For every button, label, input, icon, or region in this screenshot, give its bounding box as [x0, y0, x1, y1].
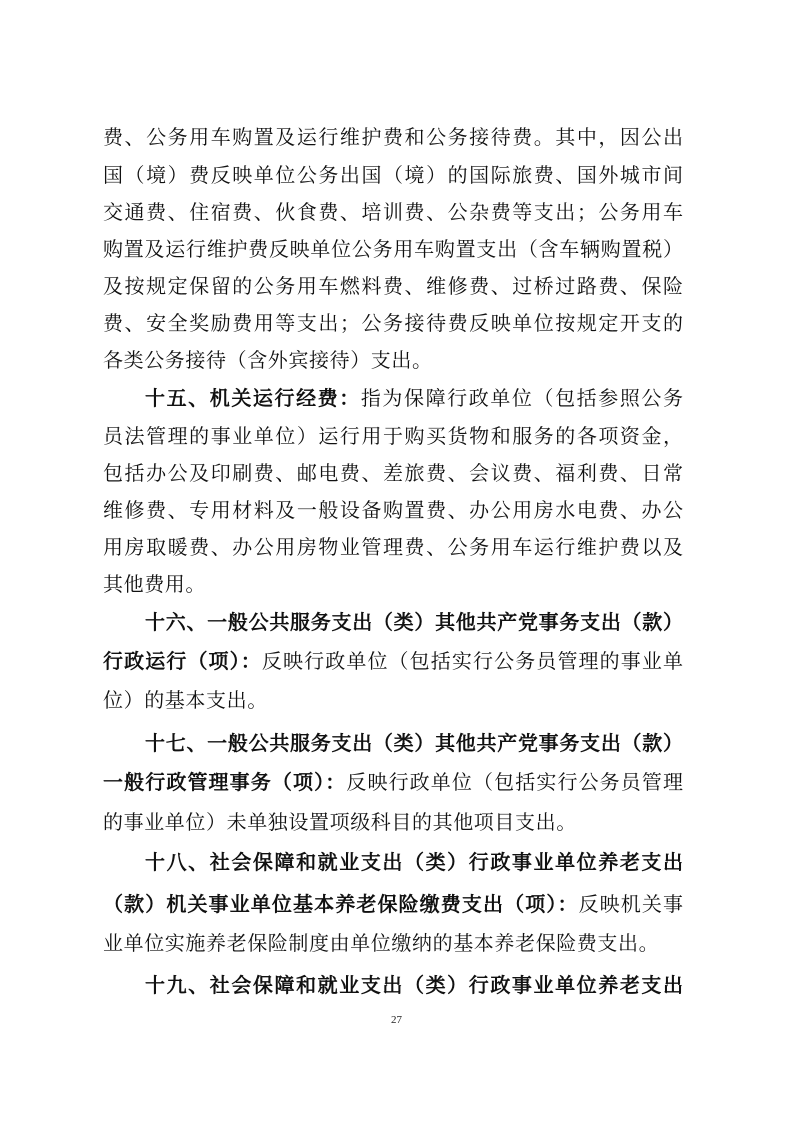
line-text: 各类公务接待（含外宾接待）支出。 — [103, 348, 433, 372]
line-text: 维修费、专用材料及一般设备购置费、办公用房水电费、办公 — [103, 498, 683, 522]
text-line — [103, 763, 683, 801]
text-line — [103, 681, 683, 719]
line-text: 包括办公及印刷费、邮电费、差旅费、会议费、福利费、日常 — [103, 461, 683, 485]
text-line — [103, 491, 683, 529]
line-text: 位）的基本支出。 — [103, 688, 268, 712]
text-line — [103, 193, 683, 231]
line-text: 国（境）费反映单位公务出国（境）的国际旅费、国外城市间 — [103, 163, 683, 187]
paragraph-start-line — [145, 724, 683, 762]
line-text: 业单位实施养老保险制度由单位缴纳的基本养老保险费支出。 — [103, 931, 660, 955]
text-line — [103, 304, 683, 342]
line-text: 购置及运行维护费反映单位公务用车购置支出（含车辆购置税） — [103, 237, 683, 261]
line-text: 指为保障行政单位（包括参照公务 — [360, 386, 683, 410]
text-line — [103, 417, 683, 455]
paragraph-start-line — [145, 966, 683, 1004]
text-line — [103, 565, 683, 603]
paragraph-start-line — [145, 603, 683, 641]
text-line — [103, 454, 683, 492]
section-heading: 十六、一般公共服务支出（类）其他共产党事务支出（款） — [145, 610, 683, 634]
text-line — [103, 528, 683, 566]
text-line — [103, 267, 683, 305]
line-text: 员法管理的事业单位）运行用于购买货物和服务的各项资金， — [103, 424, 683, 448]
line-text: 其他费用。 — [103, 572, 206, 596]
line-text: 反映行政单位（包括实行公务员管理的事业单 — [261, 649, 683, 673]
line-text: 用房取暖费、办公用房物业管理费、公务用车运行维护费以及 — [103, 535, 683, 559]
text-line — [103, 156, 683, 194]
line-text: 费、安全奖励费用等支出；公务接待费反映单位按规定开支的 — [103, 311, 683, 335]
line-text: 及按规定保留的公务用车燃料费、维修费、过桥过路费、保险 — [103, 274, 683, 298]
section-heading: 十八、社会保障和就业支出（类）行政事业单位养老支出 — [145, 850, 683, 874]
text-line — [103, 885, 683, 923]
line-text: 交通费、住宿费、伙食费、培训费、公杂费等支出；公务用车 — [103, 200, 683, 224]
text-line — [103, 118, 683, 156]
section-heading: 十七、一般公共服务支出（类）其他共产党事务支出（款） — [145, 731, 683, 755]
section-heading: 行政运行（项）： — [103, 649, 262, 673]
line-text: 的事业单位）未单独设置项级科目的其他项目支出。 — [103, 810, 577, 834]
text-line — [103, 924, 683, 962]
section-heading: 一般行政管理事务（项）： — [103, 770, 347, 794]
line-text: 反映行政单位（包括实行公务员管理 — [346, 770, 683, 794]
line-text: 反映机关事 — [578, 892, 683, 916]
text-line — [103, 642, 683, 680]
paragraph-start-line — [145, 843, 683, 881]
section-heading: （款）机关事业单位基本养老保险缴费支出（项）： — [103, 892, 579, 916]
text-line — [103, 341, 683, 379]
section-heading: 十五、机关运行经费： — [145, 386, 361, 410]
text-line — [103, 803, 683, 841]
page-number: 27 — [391, 1014, 402, 1026]
section-heading: 十九、社会保障和就业支出（类）行政事业单位养老支出 — [145, 973, 683, 997]
text-line — [103, 230, 683, 268]
line-text: 费、公务用车购置及运行维护费和公务接待费。其中，因公出 — [103, 125, 683, 149]
paragraph-start-line — [145, 379, 683, 417]
